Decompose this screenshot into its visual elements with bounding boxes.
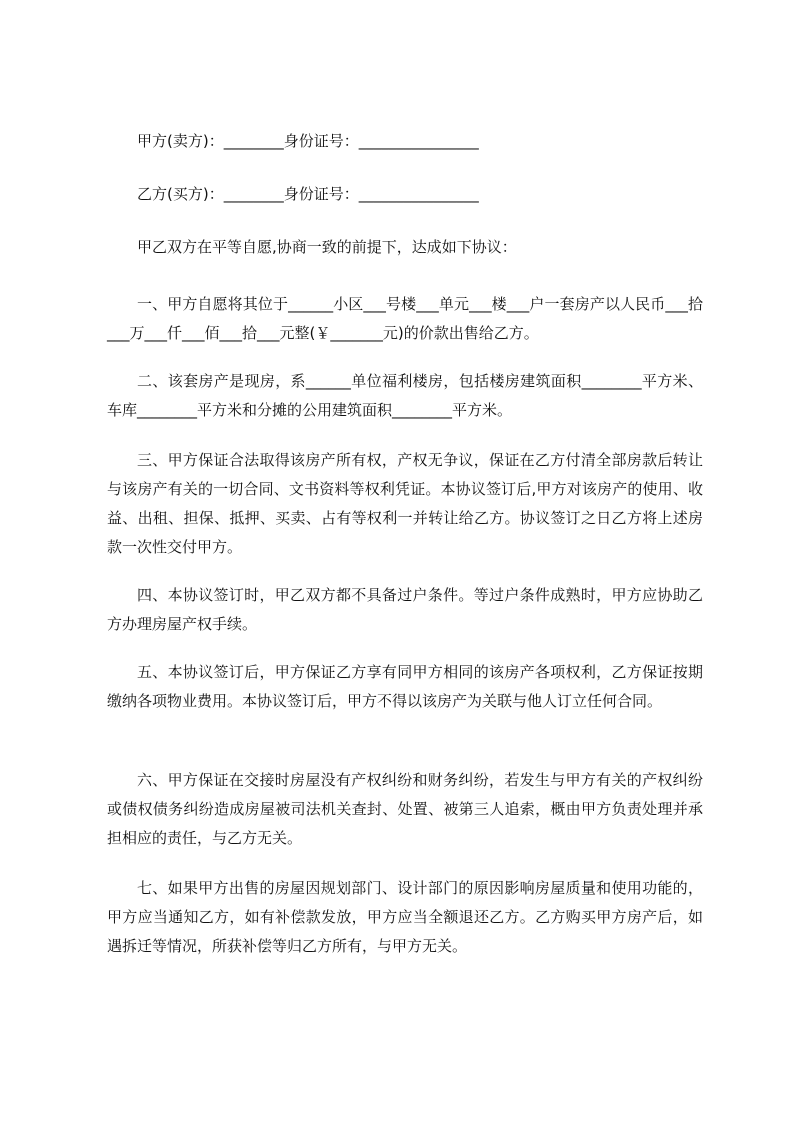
seller-line: 甲方(卖方)：________身份证号：________________ bbox=[137, 132, 479, 150]
clause-6: 六、甲方保证在交接时房屋没有产权纠纷和财务纠纷，若发生与甲方有关的产权纠纷或债权债务纠纷造成房屋被司法机关查封、处置、被第三人追索，概由甲方负责处理并承担相应的责任，与乙方无关。 bbox=[107, 771, 703, 847]
clause-4: 四、本协议签订时，甲乙双方都不具备过户条件。等过户条件成熟时，甲方应协助乙方办理房屋产权手续。 bbox=[107, 586, 703, 633]
agreement-intro: 甲乙双方在平等自愿,协商一致的前提下，达成如下协议： bbox=[137, 238, 517, 256]
clause-1: 一、甲方自愿将其位于______小区___号楼___单元___楼___户一套房产以人民币___拾___万___仟___佰___拾___元整(￥_______元)的价款出售给乙方。 bbox=[107, 295, 703, 342]
clause-2: 二、该套房产是现房，系______单位福利楼房，包括楼房建筑面积________平方米、车库________平方米和分摊的公用建筑面积________平方米。 bbox=[107, 372, 703, 419]
clause-5: 五、本协议签订后，甲方保证乙方享有同甲方相同的该房产各项权利，乙方保证按期缴纳各项物业费用。本协议签订后，甲方不得以该房产为关联与他人订立任何合同。 bbox=[107, 663, 703, 710]
buyer-line: 乙方(买方)：________身份证号：________________ bbox=[137, 185, 479, 203]
clause-3: 三、甲方保证合法取得该房产所有权，产权无争议，保证在乙方付清全部房款后转让与该房产有关的一切合同、文书资料等权利凭证。本协议签订后,甲方对该房产的使用、收益、出租、担保、抵押、买卖、占有等权利一并转让给乙方。协议签订之日乙方将上述房款一次性交付甲方。 bbox=[107, 451, 703, 556]
clause-7: 七、如果甲方出售的房屋因规划部门、设计部门的原因影响房屋质量和使用功能的，甲方应当通知乙方，如有补偿款发放，甲方应当全额退还乙方。乙方购买甲方房产后，如遇拆迁等情况，所获补偿等归乙方所有，与甲方无关。 bbox=[107, 879, 703, 955]
